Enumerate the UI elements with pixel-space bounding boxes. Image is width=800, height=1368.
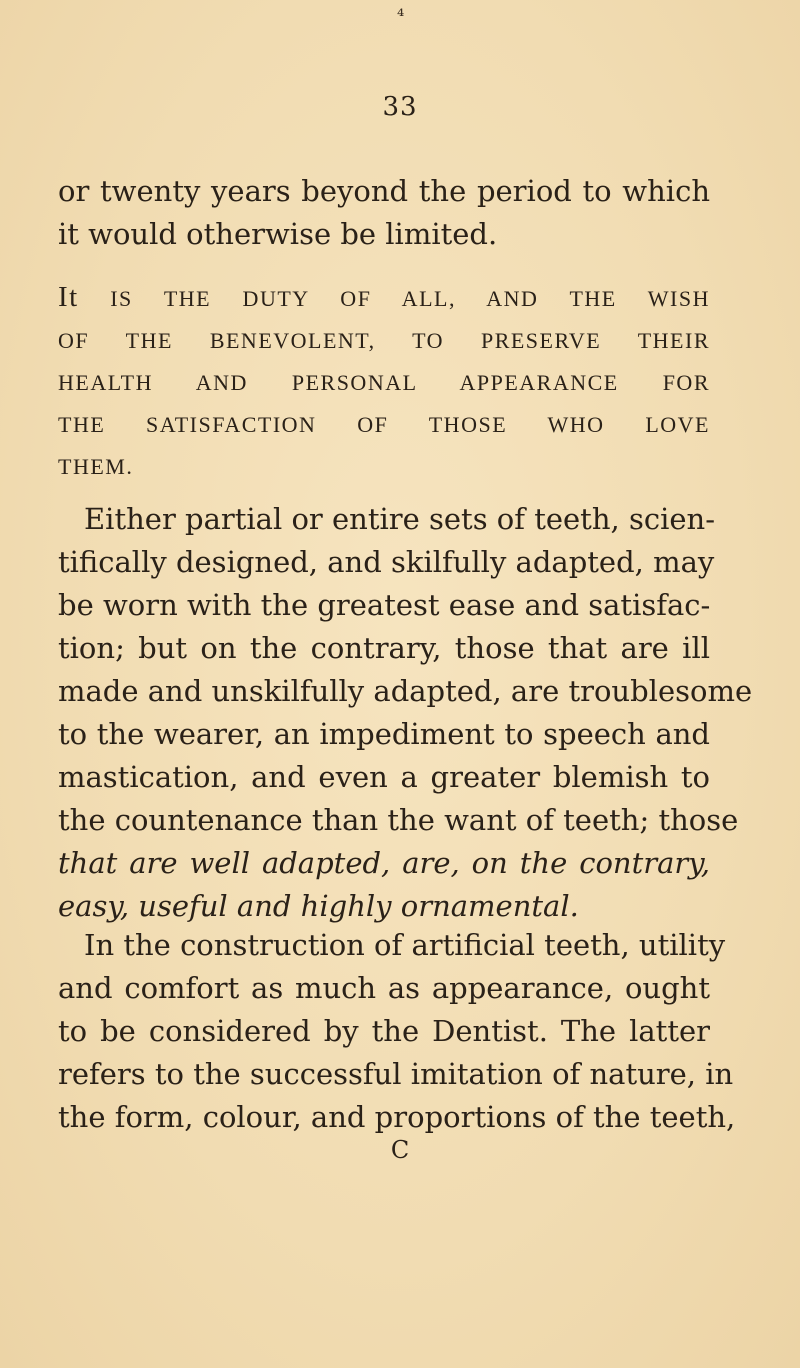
text-line: OF THE BENEVOLENT, TO PRESERVE THEIR: [58, 328, 710, 353]
text-line: the countenance than the want of teeth; those: [58, 803, 739, 837]
italic-text-line: that are well adapted, are, on the contrary,: [58, 846, 710, 880]
paragraph-continuation: [58, 170, 710, 256]
text-line: or twenty years beyond the period to which: [58, 174, 710, 208]
text-line: tifically designed, and skilfully adapted, may: [58, 545, 715, 579]
text-line: the form, colour, and proportions of the teeth,: [58, 1100, 736, 1134]
page-number: 33: [382, 92, 418, 122]
text-line: tion; but on the contrary, those that are ill: [58, 631, 710, 665]
signature-mark: C: [390, 1136, 410, 1164]
drop-word: It: [58, 281, 79, 313]
paragraph-teeth-sets: [58, 498, 753, 928]
caps-text: IS THE DUTY OF ALL, AND THE WISH: [110, 286, 710, 311]
paragraph-small-caps: [58, 276, 710, 488]
text-line: to the wearer, an impediment to speech and: [58, 717, 710, 751]
page-mark: ⁴: [397, 6, 405, 27]
text-line: [58, 276, 710, 320]
text-line: refers to the successful imitation of nature, in: [58, 1057, 734, 1091]
italic-text-line: easy, useful and highly ornamental.: [58, 889, 579, 923]
text-line: HEALTH AND PERSONAL APPEARANCE FOR: [58, 370, 710, 395]
text-line: be worn with the greatest ease and satisfac-: [58, 588, 711, 622]
text-line: it would otherwise be limited.: [58, 217, 498, 251]
text-line: THEM.: [58, 454, 134, 479]
text-line: made and unskilfully adapted, are troublesome: [58, 674, 753, 708]
text-line: and comfort as much as appearance, ought: [58, 971, 710, 1005]
text-line: Either partial or entire sets of teeth, scien-: [84, 502, 715, 536]
text-line: mastication, and even a greater blemish to: [58, 760, 710, 794]
text-line: to be considered by the Dentist. The latter: [58, 1014, 710, 1048]
text-line: In the construction of artificial teeth, utility: [84, 928, 726, 962]
text-line: THE SATISFACTION OF THOSE WHO LOVE: [58, 412, 710, 437]
paragraph-construction: [58, 924, 736, 1139]
